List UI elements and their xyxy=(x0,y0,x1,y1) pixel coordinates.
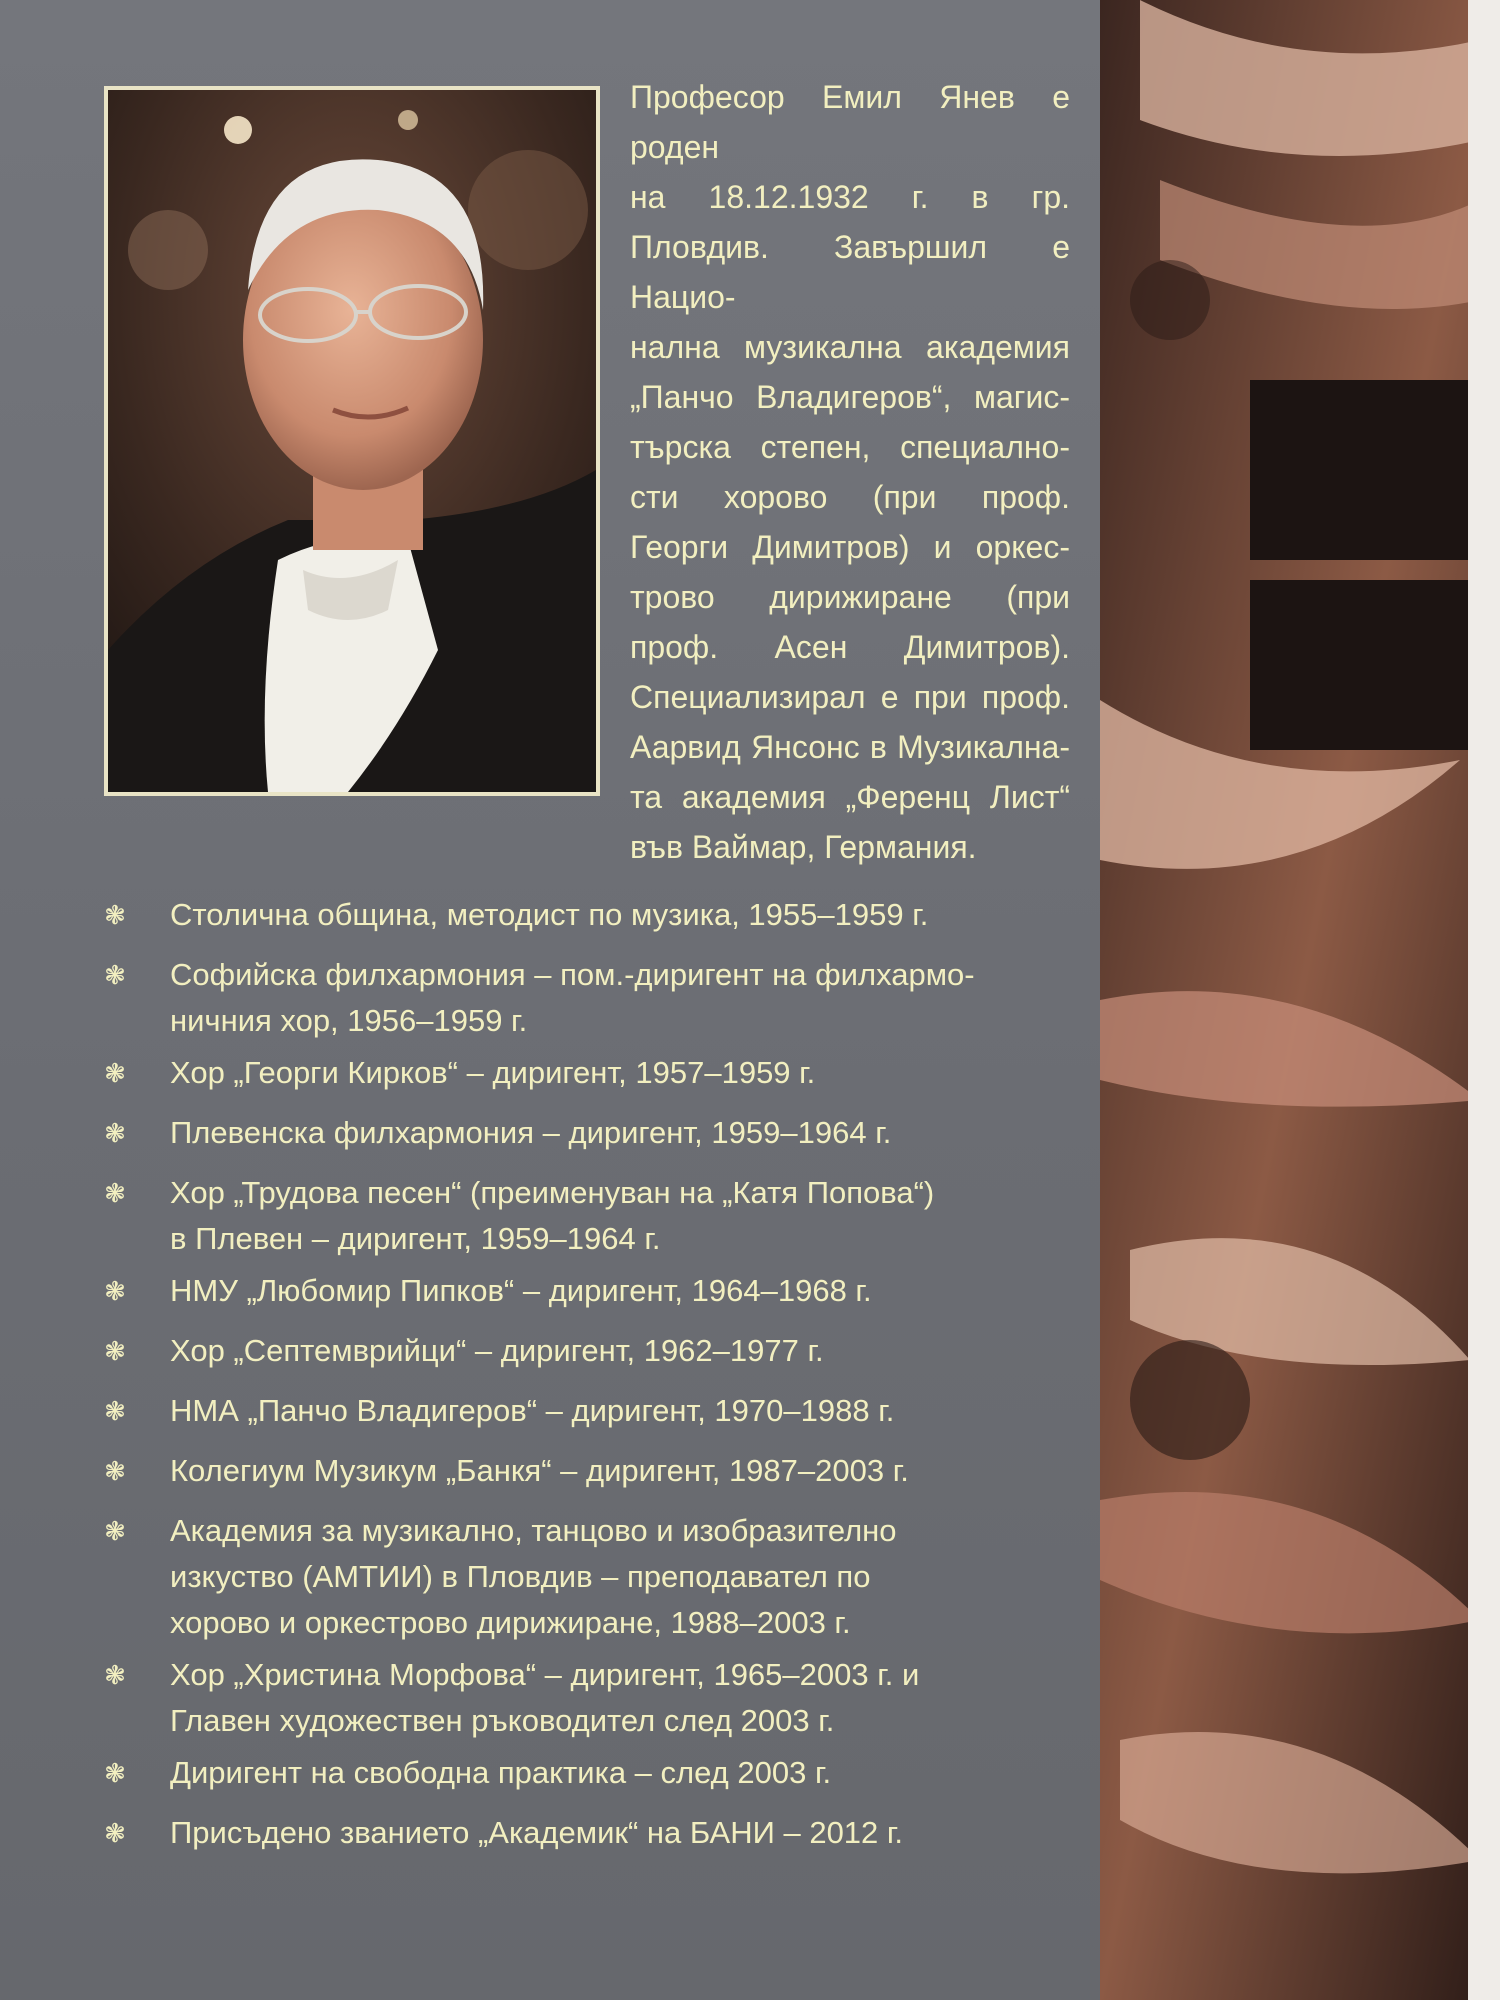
career-item-line: Академия за музикално, танцово и изобразително xyxy=(170,1513,897,1548)
career-item xyxy=(100,892,1090,938)
bio-line: Аарвид Янсонс в Музикална- xyxy=(630,729,1070,765)
career-item xyxy=(100,1388,1090,1434)
flower-bullet-icon: ❃ xyxy=(104,1178,126,1208)
career-item-line: НМА „Панчо Владигеров“ – диригент, 1970–1988 г. xyxy=(170,1393,895,1428)
bio-line: Георги Димитров) и оркес- xyxy=(630,529,1070,565)
career-item xyxy=(100,1448,1090,1494)
career-item-line: хорово и оркестрово дирижиране, 1988–2003 г. xyxy=(170,1605,851,1640)
flower-bullet-icon: ❃ xyxy=(104,1118,126,1148)
career-item-line: Столична община, методист по музика, 1955–1959 г. xyxy=(170,897,929,932)
career-item xyxy=(100,1170,1090,1262)
bio-line: на 18.12.1932 г. в гр. xyxy=(630,179,1070,215)
career-item-line: Главен художествен ръководител след 2003 г. xyxy=(170,1703,835,1738)
career-item-line: Плевенска филхармония – диригент, 1959–1964 г. xyxy=(170,1115,892,1150)
career-item xyxy=(100,1508,1090,1646)
bio-line: Професор Емил Янев е роден xyxy=(630,79,1070,165)
bio-line: „Панчо Владигеров“, магис- xyxy=(630,379,1070,415)
career-item xyxy=(100,1328,1090,1374)
flower-bullet-icon: ❃ xyxy=(104,900,126,930)
flower-bullet-icon: ❃ xyxy=(104,1276,126,1306)
career-item-line: Хор „Септемврийци“ – диригент, 1962–1977 г. xyxy=(170,1333,824,1368)
career-item-line: НМУ „Любомир Пипков“ – диригент, 1964–1968 г. xyxy=(170,1273,872,1308)
career-list xyxy=(100,892,1090,1870)
bio-line: търска степен, специално- xyxy=(630,429,1070,465)
career-item xyxy=(100,1750,1090,1796)
career-item-line: в Плевен – диригент, 1959–1964 г. xyxy=(170,1221,661,1256)
bio-line: Специализирал е при проф. xyxy=(630,679,1070,715)
bio-line: нална музикална академия xyxy=(630,329,1070,365)
flower-bullet-icon: ❃ xyxy=(104,1818,126,1848)
bio-line: сти хорово (при проф. xyxy=(630,479,1070,515)
career-item-line: Диригент на свободна практика – след 2003 г. xyxy=(170,1755,832,1790)
career-item-line: Колегиум Музикум „Банкя“ – диригент, 1987–2003 г. xyxy=(170,1453,909,1488)
portrait-illustration xyxy=(108,90,596,792)
bio-line: проф. Асен Димитров). xyxy=(630,629,1070,665)
career-item-line: Присъдено званието „Академик“ на БАНИ – 2012 г. xyxy=(170,1815,904,1850)
career-item-line: Хор „Трудова песен“ (преименуван на „Катя Попова“) xyxy=(170,1175,935,1210)
career-item-line: Хор „Георги Кирков“ – диригент, 1957–1959 г. xyxy=(170,1055,816,1090)
flower-bullet-icon: ❃ xyxy=(104,1336,126,1366)
career-item-line: Софийска филхармония – пом.-диригент на филхармо- xyxy=(170,957,975,992)
career-item-line: ничния хор, 1956–1959 г. xyxy=(170,1003,528,1038)
page-edge xyxy=(1468,0,1500,2000)
flower-bullet-icon: ❃ xyxy=(104,1660,126,1690)
mural-illustration xyxy=(1100,0,1500,2000)
career-item xyxy=(100,1652,1090,1744)
career-item xyxy=(100,1268,1090,1314)
mural-image xyxy=(1100,0,1500,2000)
career-item xyxy=(100,1050,1090,1096)
bio-line: та академия „Ференц Лист“ xyxy=(630,779,1070,815)
flower-bullet-icon: ❃ xyxy=(104,960,126,990)
career-item-line: изкуство (АМТИИ) в Пловдив – преподавател по xyxy=(170,1559,871,1594)
portrait-photo xyxy=(104,86,600,796)
bio-line: във Ваймар, Германия. xyxy=(630,829,977,865)
career-item xyxy=(100,1110,1090,1156)
career-item xyxy=(100,952,1090,1044)
biography-text xyxy=(630,72,1070,872)
flower-bullet-icon: ❃ xyxy=(104,1516,126,1546)
flower-bullet-icon: ❃ xyxy=(104,1758,126,1788)
flower-bullet-icon: ❃ xyxy=(104,1456,126,1486)
career-item-line: Хор „Христина Морфова“ – диригент, 1965–2003 г. и xyxy=(170,1657,920,1692)
flower-bullet-icon: ❃ xyxy=(104,1396,126,1426)
flower-bullet-icon: ❃ xyxy=(104,1058,126,1088)
bio-line: Пловдив. Завършил е Нацио- xyxy=(630,229,1070,315)
bio-line: трово дирижиране (при xyxy=(630,579,1070,615)
career-item xyxy=(100,1810,1090,1856)
